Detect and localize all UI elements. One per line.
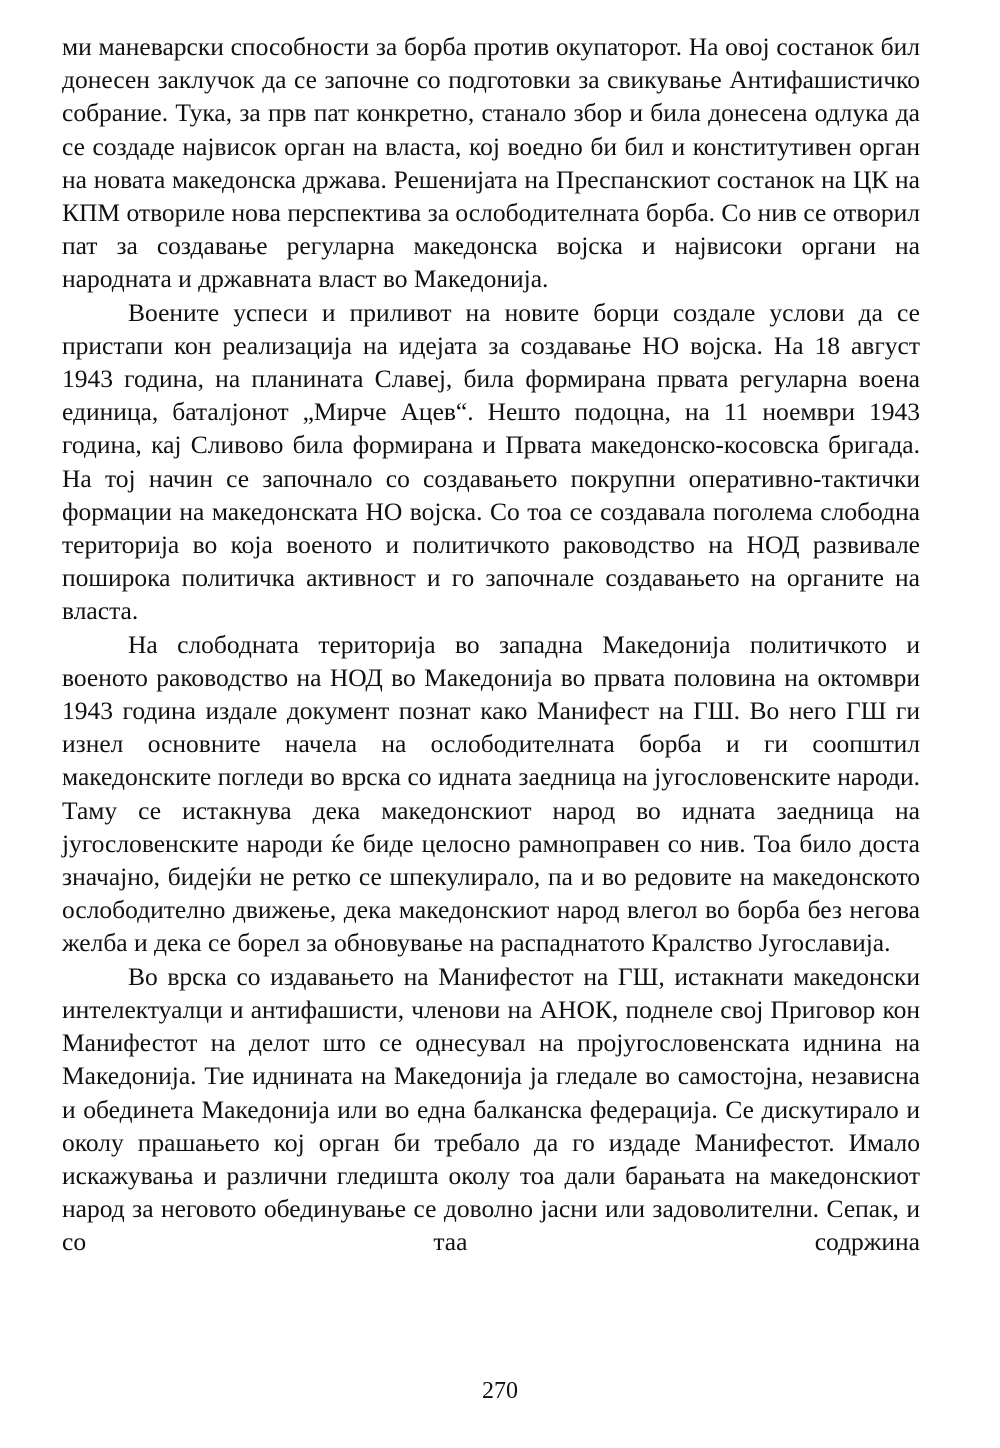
paragraph-4: Во врска со издавањето на Манифестот на ГШ, истакнати македонски интелектуалци и антифашисти, членови на АНОК, поднеле свој Приговор кон Манифестот на делот што се однесувал на пројугословенската иднина на Македонија. Тие иднината на Македонија ја гледале во самостојна, независна и обединета Македонија или во една балканска федерација. Се дискутирало и околу прашањето кој орган би требало да го издаде Манифестот. Имало искажувања и различни гледишта околу тоа дали барањата на македонскиот народ за неговото обединување се доволно јасни или задоволителни. Сепак, и со таа содржина <box>62 961 920 1257</box>
paragraph-3: На слободната територија во западна Македонија политичкото и военото раководство на НОД во Македонија во првата половина на октомври 1943 година издале документ познат како Манифест на ГШ. Во него ГШ ги изнел основните начела на ослободителната борба и ги соопштил македонските погледи во врска со идната заедница на југословенските народи. Таму се истакнува дека македонскиот народ во идната заедница на југословенските народи ќе биде целосно рамноправен со нив. Тоа било доста значајно, бидејќи не ретко се шпекулирало, па и во редовите на македонското ослободително движење, дека македонскиот народ влегол во борба без негова желба и дека се борел за обновување на распаднатото Кралство Југославија. <box>62 629 920 958</box>
page-body <box>62 30 920 1259</box>
paragraph-1: ми маневарски способности за борба против окупаторот. На овој состанок бил донесен заклучок да се започне со подготовки за свикување Антифашистичко собрание. Тука, за прв пат конкретно, станало збор и била донесена одлука да се создаде највисок орган на власта, кој воедно би бил и конститутивен орган на новата македонска држава. Решенијата на Преспанскиот состанок на ЦК на КПМ отвориле нова перспектива за ослободителната борба. Со нив се отворил пат за создавање регуларна македонска војска и највисоки органи на народната и државната власт во Македонија. <box>62 32 920 294</box>
paragraph-2: Воените успеси и приливот на новите борци создале услови да се пристапи кон реализација на идејата за создавање НО војска. На 18 август 1943 година, на планината Славеј, била формирана првата регуларна воена единица, баталјонот „Мирче Ацев“. Нешто подоцна, на 11 ноември 1943 година, кај Сливово била формирана и Првата македонско-косовска бригада. На тој начин се започнало со создавањето покрупни оперативно-тактички формации на македонската НО војска. Со тоа се создавала поголема слободна територија во која военото и политичкото раководство на НОД развивале поширока политичка активност и го започнале создавањето на органите на власта. <box>62 297 920 626</box>
page-number: 270 <box>482 1378 518 1404</box>
